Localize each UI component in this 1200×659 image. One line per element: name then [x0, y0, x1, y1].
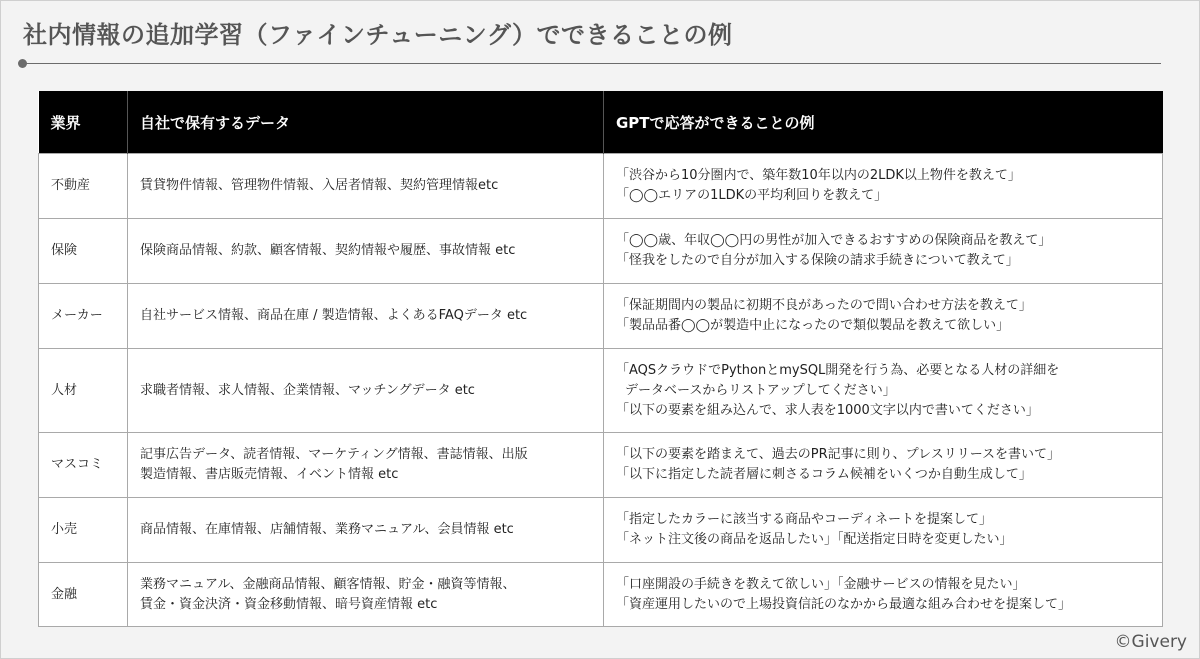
examples-cell: 「口座開設の手続きを教えて欲しい」「金融サービスの情報を見たい」 「資産運用したいので上場投資信託のなかから最適な組み合わせを提案して」: [604, 563, 1163, 627]
data-cell: 自社サービス情報、商品在庫 / 製造情報、よくあるFAQデータ etc: [128, 284, 604, 349]
table-row: [39, 219, 1163, 284]
industry-cell: メーカー: [39, 284, 128, 349]
data-cell: 保険商品情報、約款、顧客情報、契約情報や履歴、事故情報 etc: [128, 219, 604, 284]
industry-cell: 金融: [39, 563, 128, 627]
table-row: [39, 498, 1163, 563]
table-row: [39, 284, 1163, 349]
data-cell: 商品情報、在庫情報、店舗情報、業務マニュアル、会員情報 etc: [128, 498, 604, 563]
header-industry: 業界: [39, 91, 128, 154]
examples-cell: 「◯◯歳、年収◯◯円の男性が加入できるおすすめの保険商品を教えて」 「怪我をしたので自分が加入する保険の請求手続きについて教えて」: [604, 219, 1163, 284]
industry-cell: 小売: [39, 498, 128, 563]
table-header-row: [39, 91, 1163, 154]
examples-cell: 「渋谷から10分圏内で、築年数10年以内の2LDK以上物件を教えて」 「◯◯エリアの1LDKの平均利回りを教えて」: [604, 154, 1163, 219]
data-cell: 求職者情報、求人情報、企業情報、マッチングデータ etc: [128, 349, 604, 433]
header-company-data: 自社で保有するデータ: [128, 91, 604, 154]
table-row: [39, 154, 1163, 219]
industry-cell: マスコミ: [39, 433, 128, 498]
data-cell: 記事広告データ、読者情報、マーケティング情報、書誌情報、出版 製造情報、書店販売情報、イベント情報 etc: [128, 433, 604, 498]
industry-cell: 不動産: [39, 154, 128, 219]
industry-cell: 保険: [39, 219, 128, 284]
data-cell: 賃貸物件情報、管理物件情報、入居者情報、契約管理情報etc: [128, 154, 604, 219]
examples-cell: 「AQSクラウドでPythonとmySQL開発を行う為、必要となる人材の詳細を データベースからリストアップしてください」 「以下の要素を組み込んで、求人表を1000文字以内で書いてください」: [604, 349, 1163, 433]
examples-cell: 「保証期間内の製品に初期不良があったので問い合わせ方法を教えて」 「製品品番◯◯が製造中止になったので類似製品を教えて欲しい」: [604, 284, 1163, 349]
table-row: [39, 563, 1163, 627]
examples-table: [38, 91, 1163, 627]
table-row: [39, 349, 1163, 433]
title-rule: [23, 63, 1161, 64]
page-title: 社内情報の追加学習（ファインチューニング）でできることの例: [23, 21, 733, 49]
industry-cell: 人材: [39, 349, 128, 433]
examples-cell: 「以下の要素を踏まえて、過去のPR記事に則り、プレスリリースを書いて」 「以下に指定した読者層に刺さるコラム候補をいくつか自動生成して」: [604, 433, 1163, 498]
data-cell: 業務マニュアル、金融商品情報、顧客情報、貯金・融資等情報、 賃金・資金決済・資金移動情報、暗号資産情報 etc: [128, 563, 604, 627]
examples-cell: 「指定したカラーに該当する商品やコーディネートを提案して」 「ネット注文後の商品を返品したい」「配送指定日時を変更したい」: [604, 498, 1163, 563]
header-gpt-examples: GPTで応答ができることの例: [604, 91, 1163, 154]
copyright-text: ©Givery: [1114, 632, 1187, 652]
table-row: [39, 433, 1163, 498]
